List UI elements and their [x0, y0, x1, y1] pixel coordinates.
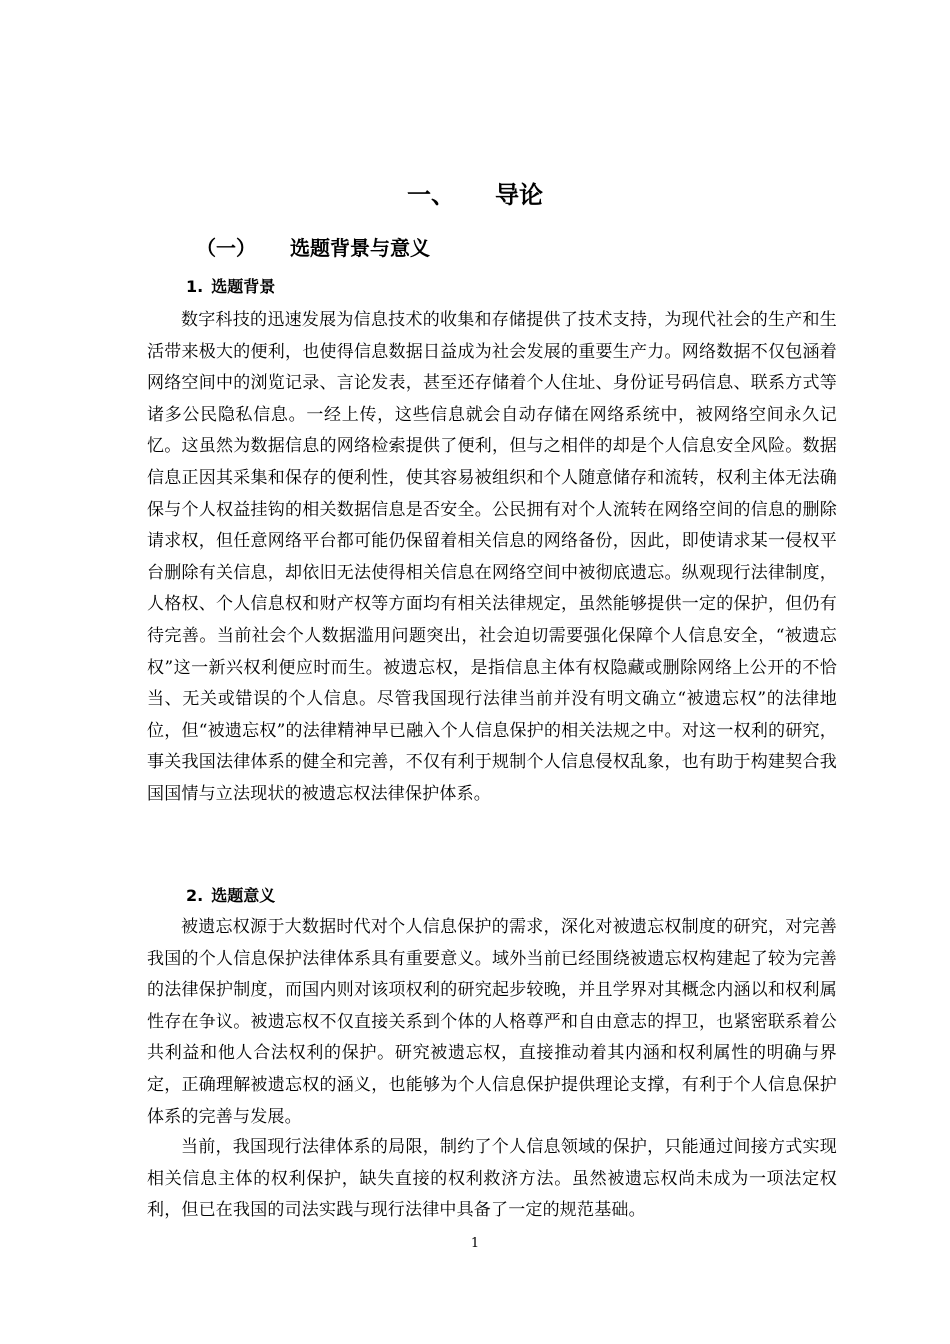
subsection-heading-significance [186, 885, 275, 907]
paragraph-background: 数字科技的迅速发展为信息技术的收集和存储提供了技术支持，为现代社会的生产和生活带来极大的便利，也使得信息数据日益成为社会发展的重要生产力。网络数据不仅包涵着网络空间中的浏览记录、言论发表，甚至还存储着个人住址、身份证号码信息、联系方式等诸多公民隐私信息。一经上传，这些信息就会自动存储在网络系统中，被网络空间永久记忆。这虽然为数据信息的网络检索提供了便利，但与之相伴的却是个人信息安全风险。数据信息正因其采集和保存的便利性，使其容易被组织和个人随意储存和流转，权利主体无法确保与个人权益挂钩的相关数据信息是否安全。公民拥有对个人流转在网络空间的信息的删除请求权，但任意网络平台都可能仍保留着相关信息的网络备份，因此，即使请求某一侵权平台删除有关信息，却依旧无法使得相关信息在网络空间中被彻底遗忘。纵观现行法律制度，人格权、个人信息权和财产权等方面均有相关法律规定，虽然能够提供一定的保护，但仍有待完善。当前社会个人数据滥用问题突出，社会迫切需要强化保障个人信息安全，“被遗忘权”这一新兴权利便应时而生。被遗忘权，是指信息主体有权隐藏或删除网络上公开的不恰当、无关或错误的个人信息。尽管我国现行法律当前并没有明文确立“被遗忘权”的法律地位，但“被遗忘权”的法律精神早已融入个人信息保护的相关法规之中。对这一权利的研究，事关我国法律体系的健全和完善，不仅有利于规制个人信息侵权乱象，也有助于构建契合我国国情与立法现状的被遗忘权法律保护体系。 [147, 310, 837, 804]
subsection-title: 选题背景 [211, 277, 276, 296]
section-title: 选题背景与意义 [290, 236, 430, 260]
chapter-number: 一、 [407, 181, 455, 209]
paragraph-current-status: 当前，我国现行法律体系的局限，制约了个人信息领域的保护，只能通过间接方式实现相关信息主体的权利保护，缺失直接的权利救济方法。虽然被遗忘权尚未成为一项法定权利，但已在我国的司法实践与现行法律中具备了一定的规范基础。 [147, 1137, 837, 1221]
subsection-number: 1. [186, 277, 204, 296]
page-number: 1 [470, 1236, 480, 1251]
subsection-title: 选题意义 [211, 886, 276, 905]
chapter-title: 导论 [495, 181, 543, 209]
section-heading [196, 234, 430, 262]
paragraph-significance: 被遗忘权源于大数据时代对个人信息保护的需求，深化对被遗忘权制度的研究，对完善我国的个人信息保护法律体系具有重要意义。域外当前已经围绕被遗忘权构建起了较为完善的法律保护制度，而国内则对该项权利的研究起步较晚，并且学界对其概念内涵以和权利属性存在争议。被遗忘权不仅直接关系到个体的人格尊严和自由意志的捍卫，也紧密联系着公共利益和他人合法权利的保护。研究被遗忘权，直接推动着其内涵和权利属性的明确与界定，正确理解被遗忘权的涵义，也能够为个人信息保护提供理论支撑，有利于个人信息保护体系的完善与发展。 [147, 917, 837, 1127]
section-number: （一） [196, 236, 256, 260]
subsection-heading-background [186, 276, 275, 298]
subsection-number: 2. [186, 886, 204, 905]
chapter-heading [0, 180, 950, 210]
